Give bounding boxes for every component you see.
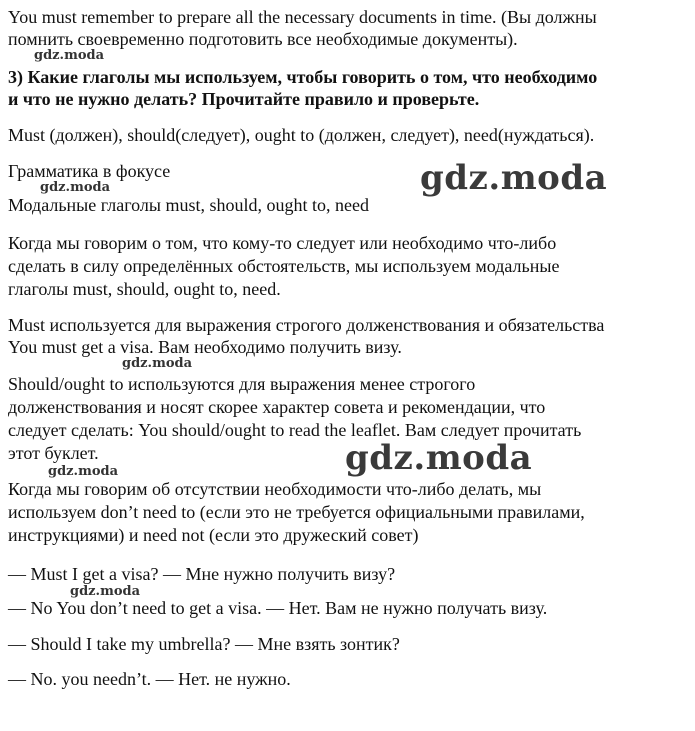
text-line: следует сделать: You should/ought to read the leaflet. Вам следует прочитать <box>8 420 582 440</box>
text-line: Must (должен), should(следует), ought to (должен, следует), need(нуждаться). <box>8 125 595 145</box>
dialogue-line: — Should I take my umbrella? — Мне взять зонтик? <box>8 634 400 654</box>
text-line: сделать в силу определённых обстоятельств, мы используем модальные <box>8 256 560 276</box>
watermark: gdz.moda <box>345 438 533 478</box>
watermark: gdz.moda <box>34 48 105 63</box>
watermark: gdz.moda <box>40 180 111 195</box>
text-line: Must используется для выражения строгого долженствования и обязательства <box>8 315 605 335</box>
task-heading: 3) Какие глаголы мы используем, чтобы говорить о том, что необходимо <box>8 67 598 87</box>
text-line: инструкциями) и need not (если это дружеский совет) <box>8 525 419 545</box>
text-line: глаголы must, should, ought to, need. <box>8 279 281 299</box>
section-title: Грамматика в фокусе <box>8 161 171 181</box>
text-line: помнить своевременно подготовить все необходимые документы). <box>8 29 518 49</box>
watermark: gdz.moda <box>420 158 608 198</box>
watermark: gdz.moda <box>70 584 141 599</box>
text-line: Модальные глаголы must, should, ought to, need <box>8 195 369 215</box>
watermark: gdz.moda <box>48 464 119 479</box>
text-line: You must remember to prepare all the necessary documents in time. (Вы должны <box>8 7 597 27</box>
dialogue-line: — No. you needn’t. — Нет. не нужно. <box>8 669 291 689</box>
text-line: You must get a visa. Вам необходимо получить визу. <box>8 337 402 357</box>
task-heading: и что не нужно делать? Прочитайте правило и проверьте. <box>8 89 480 109</box>
text-line: Should/ought to используются для выражения менее строгого <box>8 374 476 394</box>
text-line: Когда мы говорим о том, что кому-то следует или необходимо что-либо <box>8 233 557 253</box>
text-line: долженствования и носят скорее характер совета и рекомендации, что <box>8 397 546 417</box>
text-line: этот буклет. <box>8 443 99 463</box>
dialogue-line: — No You don’t need to get a visa. — Нет. Вам не нужно получать визу. <box>8 598 548 618</box>
watermark: gdz.moda <box>122 356 193 371</box>
text-line: Когда мы говорим об отсутствии необходимости что-либо делать, мы <box>8 479 542 499</box>
text-line: используем don’t need to (если это не требуется официальными правилами, <box>8 502 585 522</box>
dialogue-line: — Must I get a visa? — Мне нужно получить визу? <box>8 564 396 584</box>
